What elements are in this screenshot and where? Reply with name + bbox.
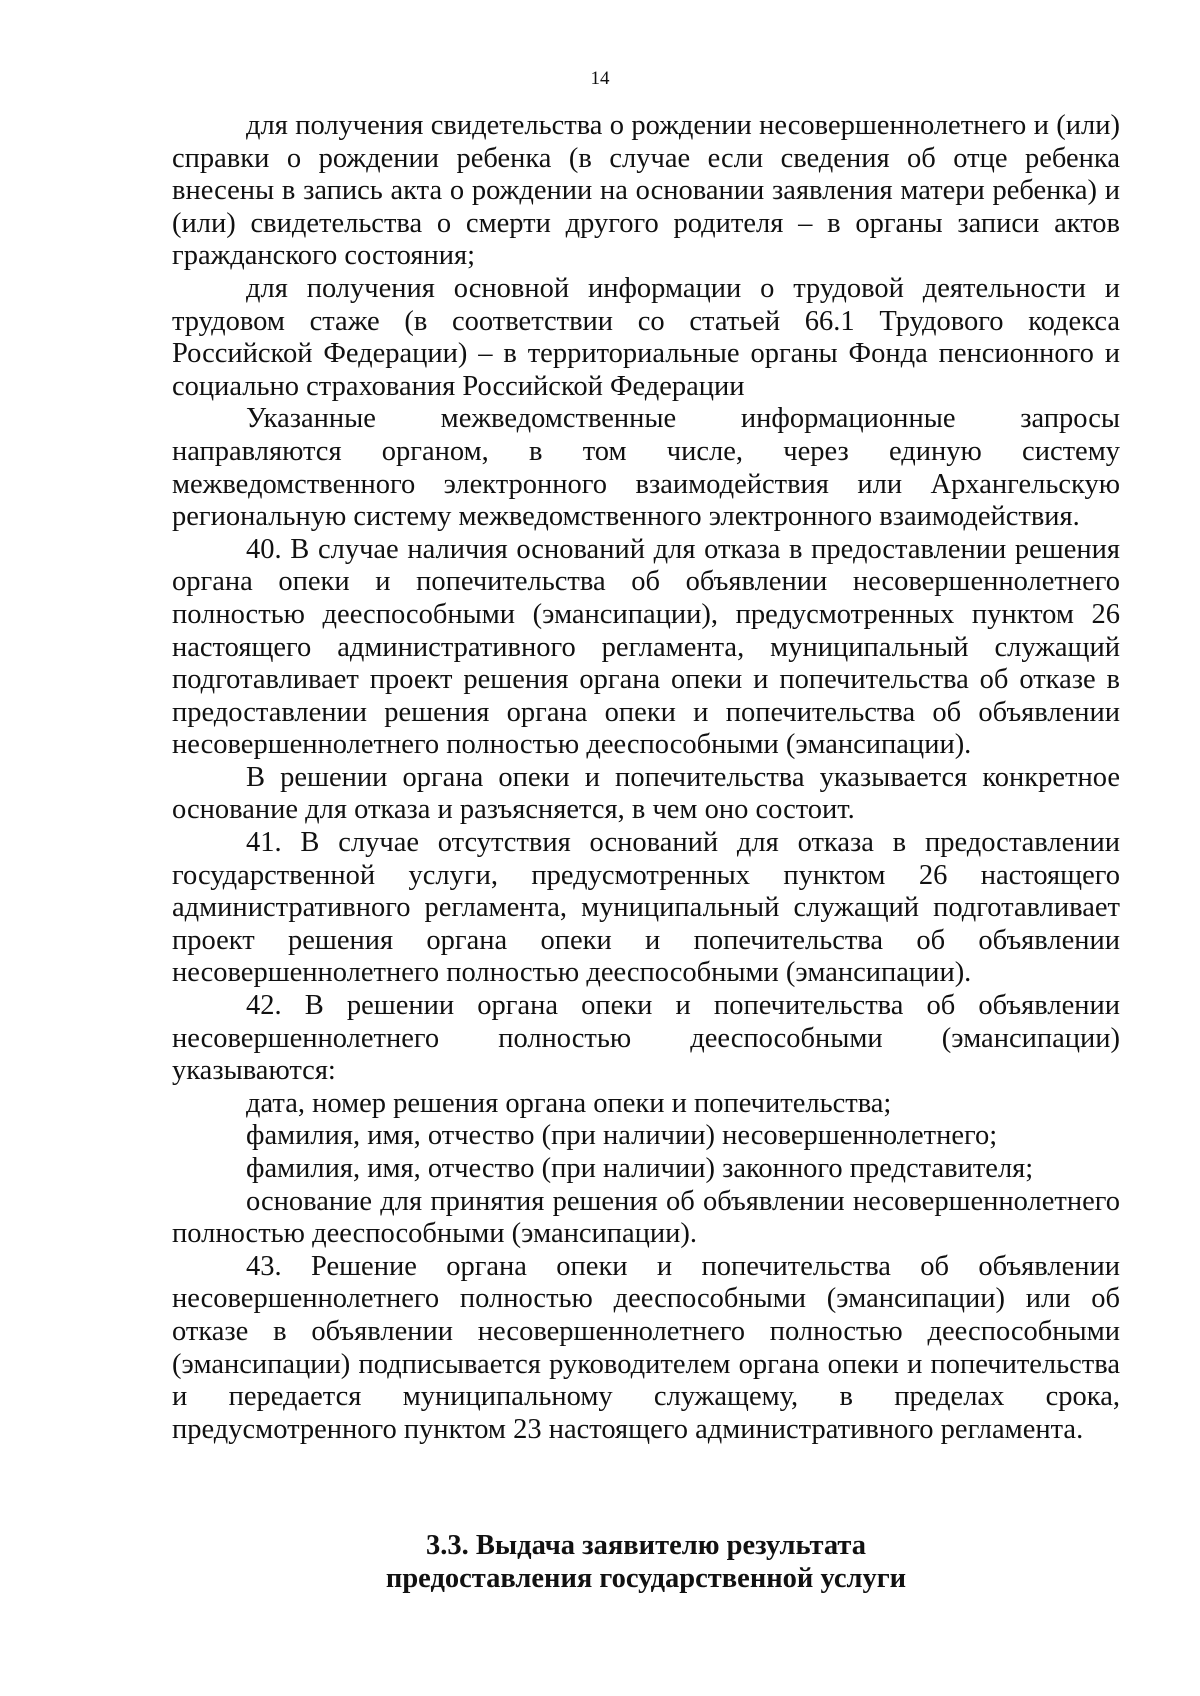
paragraph-clause-42: 42. В решении органа опеки и попечительства об объявлении несовершеннолетнего полностью дееспособными (эмансипации) указываются:: [172, 990, 1120, 1087]
document-body: [172, 110, 1120, 1446]
section-heading-line-2: предоставления государственной услуги: [385, 1563, 907, 1594]
paragraph-clause-43: 43. Решение органа опеки и попечительства об объявлении несовершеннолетнего полностью дееспособными (эмансипации) или об отказе в объявлении несовершеннолетнего полностью дееспособными (эмансипации) подписывается руководителем органа опеки и попечительства и передается муниципальному служащему, в пределах срока, предусмотренного пунктом 23 настоящего административного регламента.: [172, 1250, 1120, 1445]
paragraph-labor-info-request: для получения основной информации о трудовой деятельности и трудовом стаже (в соответствии со статьей 66.1 Трудового кодекса Российской Федерации) – в территориальные органы Фонда пенсионного и социально страхования Российской Федерации: [172, 272, 1120, 402]
paragraph-clause-40: 40. В случае наличия оснований для отказа в предоставлении решения органа опеки и попечительства об объявлении несовершеннолетнего полностью дееспособными (эмансипации), предусмотренных пунктом 26 настоящего административного регламента, муниципальный служащий подготавливает проект решения органа опеки и попечительства об отказе в предоставлении решения органа опеки и попечительства об объявлении несовершеннолетнего полностью дееспособными (эмансипации).: [172, 533, 1120, 761]
list-item-date-number: дата, номер решения органа опеки и попечительства;: [246, 1087, 892, 1119]
list-item-representative-name: фамилия, имя, отчество (при наличии) законного представителя;: [246, 1153, 1034, 1184]
paragraph-interagency-requests: Указанные межведомственные информационные запросы направляются органом, в том числе, через единую систему межведомственного электронного взаимодействия или Архангельскую региональную систему межведомственного электронного взаимодействия.: [172, 403, 1120, 533]
section-heading-line-1: 3.3. Выдача заявителю результата: [426, 1530, 866, 1561]
paragraph-clause-41: 41. В случае отсутствия оснований для отказа в предоставлении государственной услуги, предусмотренных пунктом 26 настоящего административного регламента, муниципальный служащий подготавливает проект решения органа опеки и попечительства об объявлении несовершеннолетнего полностью дееспособными (эмансипации).: [172, 827, 1120, 989]
page-number: 14: [590, 68, 610, 89]
paragraph-birth-certificate-request: для получения свидетельства о рождении несовершеннолетнего и (или) справки о рождении ребенка (в случае если сведения об отце ребенка внесены в запись акта о рождении на основании заявления матери ребенка) и (или) свидетельства о смерти другого родителя – в органы записи актов гражданского состояния;: [172, 110, 1120, 272]
list-item-decision-basis: основание для принятия решения об объявлении несовершеннолетнего полностью дееспособными (эмансипации).: [172, 1185, 1120, 1250]
list-item-minor-name: фамилия, имя, отчество (при наличии) несовершеннолетнего;: [246, 1120, 998, 1152]
section-heading: [172, 1529, 1120, 1595]
paragraph-refusal-grounds: В решении органа опеки и попечительства указывается конкретное основание для отказа и разъясняется, в чем оно состоит.: [172, 761, 1120, 826]
